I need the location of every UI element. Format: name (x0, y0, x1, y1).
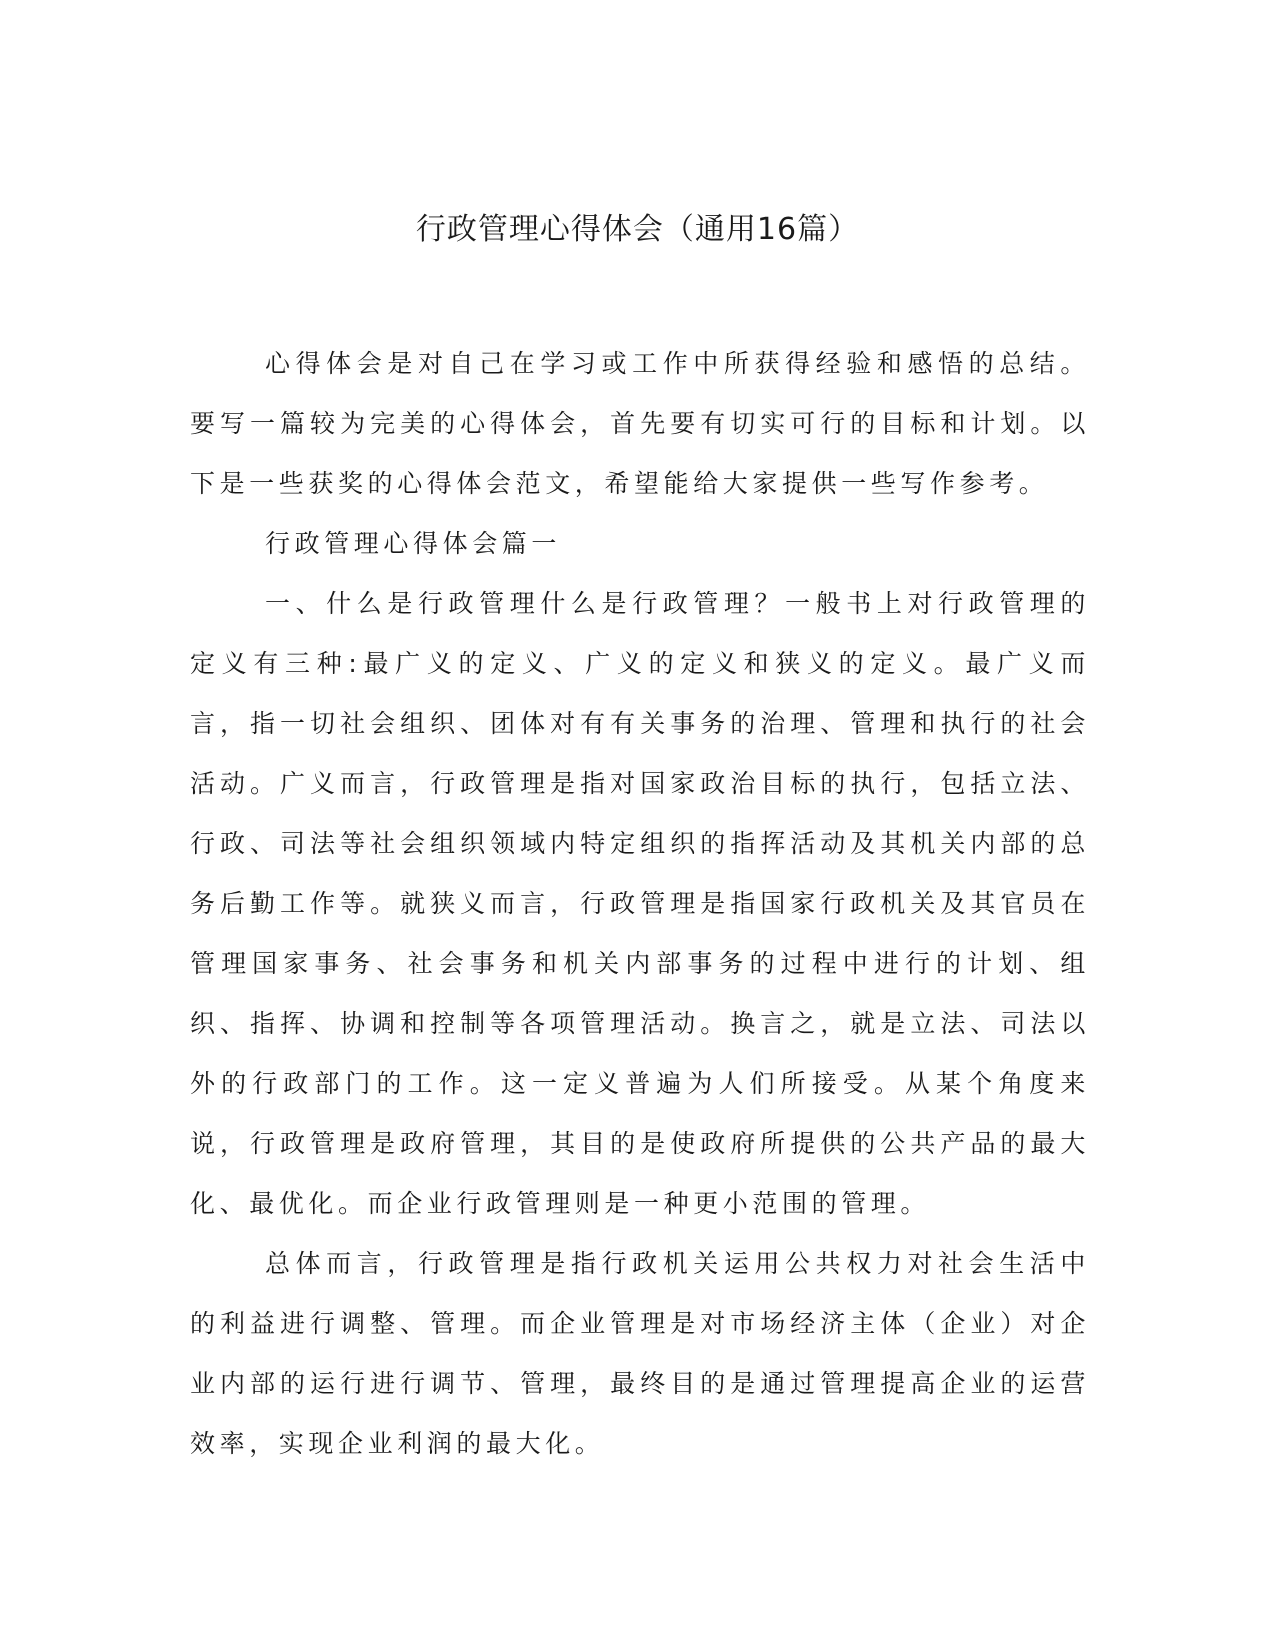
document-title: 行政管理心得体会（通用16篇） (415, 212, 860, 247)
intro-paragraph: 心得体会是对自己在学习或工作中所获得经验和感悟的总结。要写一篇较为完美的心得体会，首先要有切实可行的目标和计划。以下是一些获奖的心得体会范文，希望能给大家提供一些写作参考。 (190, 349, 1090, 498)
document-body (190, 334, 1090, 1474)
body-paragraph: 一、什么是行政管理什么是行政管理？一般书上对行政管理的定义有三种:最广义的定义、广义的定义和狭义的定义。最广义而言，指一切社会组织、团体对有有关事务的治理、管理和执行的社会活动。广义而言，行政管理是指对国家政治目标的执行，包括立法、行政、司法等社会组织领域内特定组织的指挥活动及其机关内部的总务后勤工作等。就狭义而言，行政管理是指国家行政机关及其官员在管理国家事务、社会事务和机关内部事务的过程中进行的计划、组织、指挥、协调和控制等各项管理活动。换言之，就是立法、司法以外的行政部门的工作。这一定义普遍为人们所接受。从某个角度来说，行政管理是政府管理，其目的是使政府所提供的公共产品的最大化、最优化。而企业行政管理则是一种更小范围的管理。 (190, 589, 1090, 1218)
body-paragraph: 总体而言，行政管理是指行政机关运用公共权力对社会生活中的利益进行调整、管理。而企业管理是对市场经济主体（企业）对企业内部的运行进行调节、管理，最终目的是通过管理提高企业的运营效率，实现企业利润的最大化。 (190, 1249, 1090, 1458)
section-heading: 行政管理心得体会篇一 (265, 529, 562, 558)
